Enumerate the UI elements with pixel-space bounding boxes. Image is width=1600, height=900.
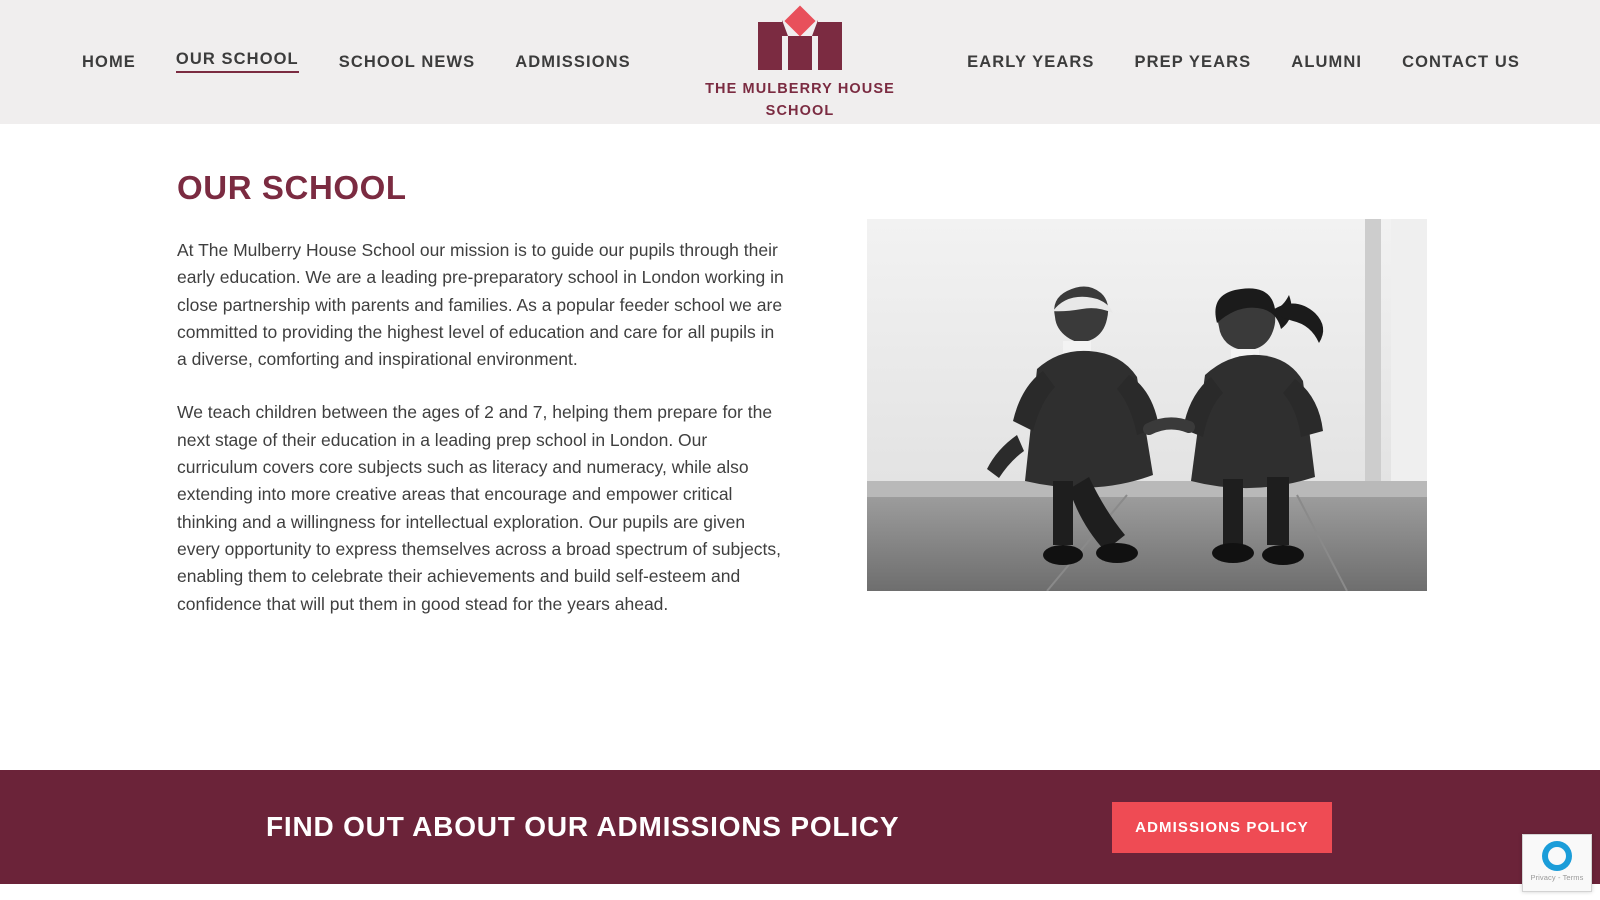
diamond-shape [784,5,815,36]
primary-nav-left [0,0,671,124]
content-row [177,169,1427,644]
nav-item-alumni[interactable]: ALUMNI [1291,52,1363,71]
recaptcha-badge[interactable] [1522,834,1592,892]
logo-text-line2: SCHOOL [765,103,835,120]
recaptcha-icon [1542,841,1572,871]
intro-paragraph-2: We teach children between the ages of 2 and 7, helping them prepare for the next stage of their education in a leading prep school in London. Our curriculum covers core subjects such as literacy and numeracy, while also extending into more creative areas that encourage and empower critical thinking and a willingness for intellectual exploration. Our pupils are given every opportunity to express themselves across a broad spectrum of subjects, enabling them to celebrate their achievements and build self-esteem and confidence that will put them in good stead for the years ahead. [177,402,782,614]
crest-right-block [818,22,842,70]
admissions-cta-bar [0,770,1600,884]
mulberry-house-crest-icon [758,8,842,70]
cta-title: FIND OUT ABOUT OUR ADMISSIONS POLICY [266,811,900,842]
nav-item-home[interactable]: HOME [82,52,136,71]
logo-text-line1: THE MULBERRY HOUSE [705,81,895,97]
intro-paragraph-1: At The Mulberry House School our mission is to guide our pupils through their early education. We are a leading pre-preparatory school in London working in close partnership with parents and families. As a popular feeder school we are committed to providing the highest level of education and care for all pupils in a diverse, comforting and inspirational environment. [177,240,784,370]
admissions-policy-button[interactable]: ADMISSIONS POLICY [1112,802,1332,853]
primary-nav-right [927,0,1600,124]
nav-item-contact-us[interactable]: CONTACT US [1402,52,1520,71]
crest-left-block [758,22,782,70]
nav-item-our-school[interactable]: OUR SCHOOL [176,51,299,73]
crest-right-peak [812,20,818,36]
crest-mid-block [788,36,812,70]
school-photo [867,219,1427,591]
site-logo[interactable] [670,8,930,123]
recaptcha-label[interactable]: Privacy - Terms [1530,873,1584,882]
site-header [0,0,1600,124]
image-column [867,169,1427,644]
nav-item-admissions[interactable]: ADMISSIONS [515,52,631,71]
nav-item-prep-years[interactable]: PREP YEARS [1134,52,1252,71]
nav-item-school-news[interactable]: SCHOOL NEWS [338,52,476,71]
nav-item-early-years[interactable]: EARLY YEARS [967,52,1095,71]
text-column [177,169,787,644]
page-title: OUR SCHOOL [177,169,407,206]
crest-left-peak [782,20,788,36]
main-content [0,124,1600,770]
